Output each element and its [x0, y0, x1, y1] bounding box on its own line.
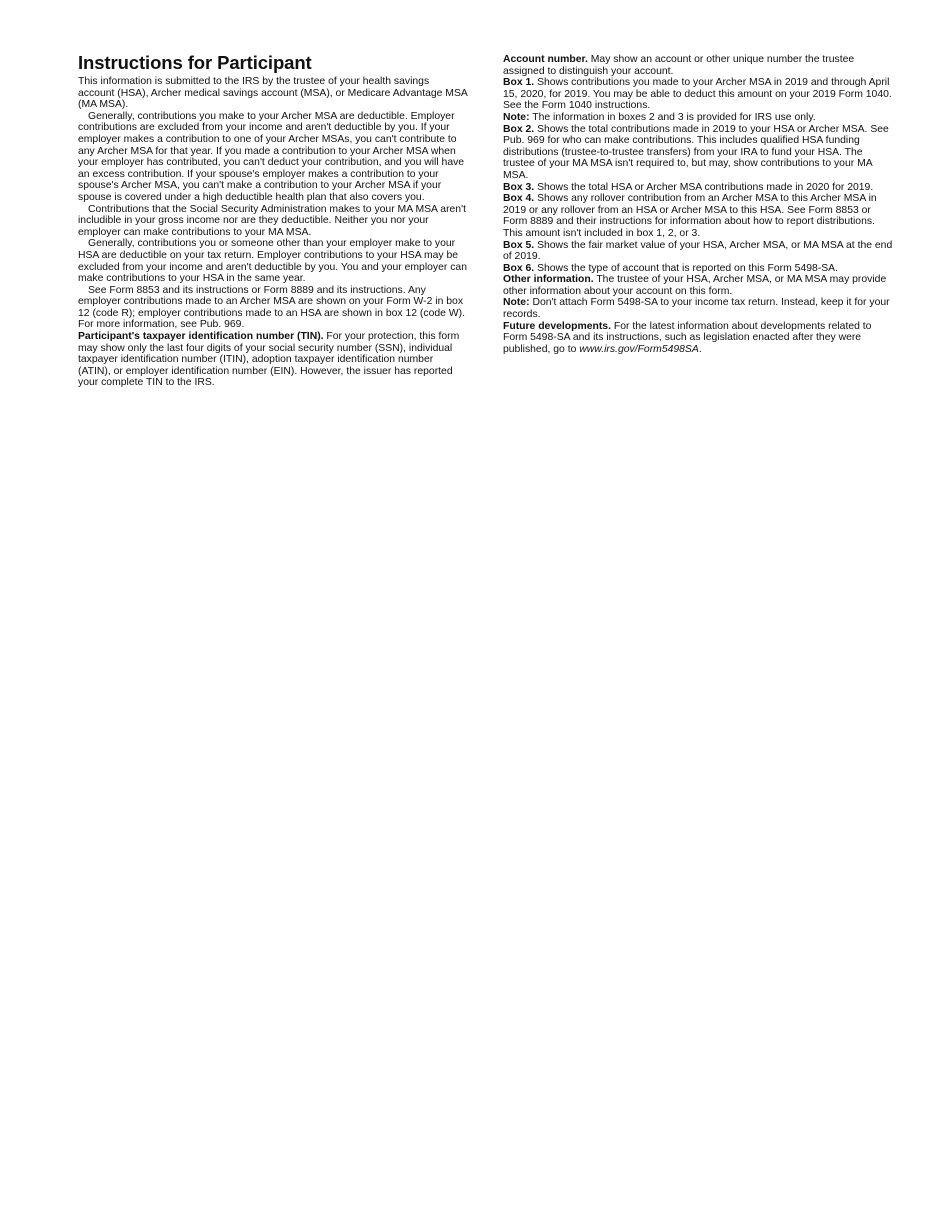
- note2-label: Note:: [503, 297, 530, 309]
- irs-url-link[interactable]: www.irs.gov/Form5498SA: [579, 343, 699, 355]
- tin-paragraph: [78, 331, 468, 389]
- page-title: Instructions for Participant: [78, 52, 312, 73]
- ma-msa-paragraph: Contributions that the Social Security Administration makes to your MA MSA aren't includible in your gross income nor are they deductible. Neither you nor your employer can make contributions to your MA MSA.: [78, 203, 466, 238]
- box6-text: Shows the type of account that is reported on this Form 5498-SA.: [534, 262, 838, 274]
- note2-paragraph: [503, 297, 895, 320]
- right-column: [503, 54, 895, 355]
- box5-paragraph: [503, 240, 895, 263]
- future-text: For the latest information about developments related to Form 5498-SA and its instructions, such as legislation enacted after they were published, go to: [503, 320, 872, 355]
- note1-label: Note:: [503, 111, 530, 123]
- box1-text: Shows contributions you made to your Archer MSA in 2019 and through April 15, 2020, for 2019. You may be able to deduct this amount on your 2019 Form 1040. See the Form 1040 instructions.: [503, 77, 892, 112]
- account-text: May show an account or other unique number the trustee assigned to distinguish your account.: [503, 54, 855, 77]
- account-label: Account number.: [503, 54, 588, 65]
- other-information-paragraph: [503, 274, 895, 297]
- box4-text: Shows any rollover contribution from an Archer MSA to this Archer MSA in 2019 or any rollover from an HSA or Archer MSA to this HSA. See Form 8853 or Form 8889 and their instructions for information about how to report distributions. This amount isn't included in box 1, 2, or 3.: [503, 193, 877, 239]
- box2-text: Shows the total contributions made in 2019 to your HSA or Archer MSA. See Pub. 969 for who can make contributions. This includes qualified HSA funding distributions (trustee-to-trustee transfers) from your IRA to fund your HSA. The trustee of your MA MSA isn't required to, but may, show contributions to your MA MSA.: [503, 123, 889, 181]
- future-label: Future developments.: [503, 320, 611, 332]
- archer-msa-paragraph: Generally, contributions you make to your Archer MSA are deductible. Employer contributions are excluded from your income and aren't deductible by you. If your employer makes a contribution to one of your Archer MSAs, you can't contribute to any Archer MSA for that year. If you made a contribution to your Archer MSA when your employer has contributed, you can't deduct your contribution, and you will have an excess contribution. If your spouse's employer makes a contribution to your spouse's Archer MSA, you can't make a contribution to your Archer MSA if your spouse is covered under a high deductible health plan that also covers you.: [78, 110, 465, 203]
- tin-text: For your protection, this form may show only the last four digits of your social security number (SSN), individual taxpayer identification number (ITIN), adoption taxpayer identification number (ATIN), or employer identification number (EIN). However, the issuer has reported your complete TIN to the IRS.: [78, 331, 460, 389]
- future-developments-paragraph: [503, 321, 895, 356]
- box3-paragraph: [503, 182, 895, 194]
- box5-text: Shows the fair market value of your HSA, Archer MSA, or MA MSA at the end of 2019.: [503, 239, 893, 263]
- note1-text: The information in boxes 2 and 3 is provided for IRS use only.: [529, 111, 816, 123]
- box4-label: Box 4.: [503, 193, 535, 205]
- box3-label: Box 3.: [503, 181, 535, 193]
- box1-paragraph: [503, 77, 895, 112]
- box3-text: Shows the total HSA or Archer MSA contributions made in 2020 for 2019.: [534, 181, 874, 193]
- box2-label: Box 2.: [503, 123, 535, 135]
- left-column: [78, 52, 468, 389]
- note1-paragraph: [503, 112, 895, 124]
- other-label: Other information.: [503, 274, 594, 286]
- box4-paragraph: [503, 193, 895, 239]
- forms-paragraph: See Form 8853 and its instructions or Form 8889 and its instructions. Any employer contributions made to an Archer MSA are shown on your Form W-2 in box 12 (code R); employer contributions made to an HSA are shown in box 12 (code W). For more information, see Pub. 969.: [78, 284, 465, 331]
- tin-label: Participant's taxpayer identification number (TIN).: [78, 331, 324, 343]
- other-text: The trustee of your HSA, Archer MSA, or MA MSA may provide other information about your account on this form.: [503, 274, 887, 297]
- note2-text: Don't attach Form 5498-SA to your income tax return. Instead, keep it for your records.: [503, 297, 890, 321]
- box5-label: Box 5.: [503, 239, 535, 251]
- box2-paragraph: [503, 124, 895, 182]
- account-number-paragraph: [503, 54, 895, 77]
- box6-label: Box 6.: [503, 262, 535, 274]
- hsa-paragraph: Generally, contributions you or someone other than your employer make to your HSA are deductible on your tax return. Employer contributions to your HSA may be excluded from your income and aren't deductible by you. You and your employer can make contributions to your HSA in the same year.: [78, 238, 467, 285]
- box1-label: Box 1.: [503, 77, 535, 89]
- future-end: .: [698, 343, 702, 355]
- intro-paragraph: This information is submitted to the IRS by the trustee of your health savings account (HSA), Archer medical savings account (MSA), or Medicare Advantage MSA (MA MSA).: [78, 76, 468, 111]
- box6-paragraph: [503, 263, 895, 275]
